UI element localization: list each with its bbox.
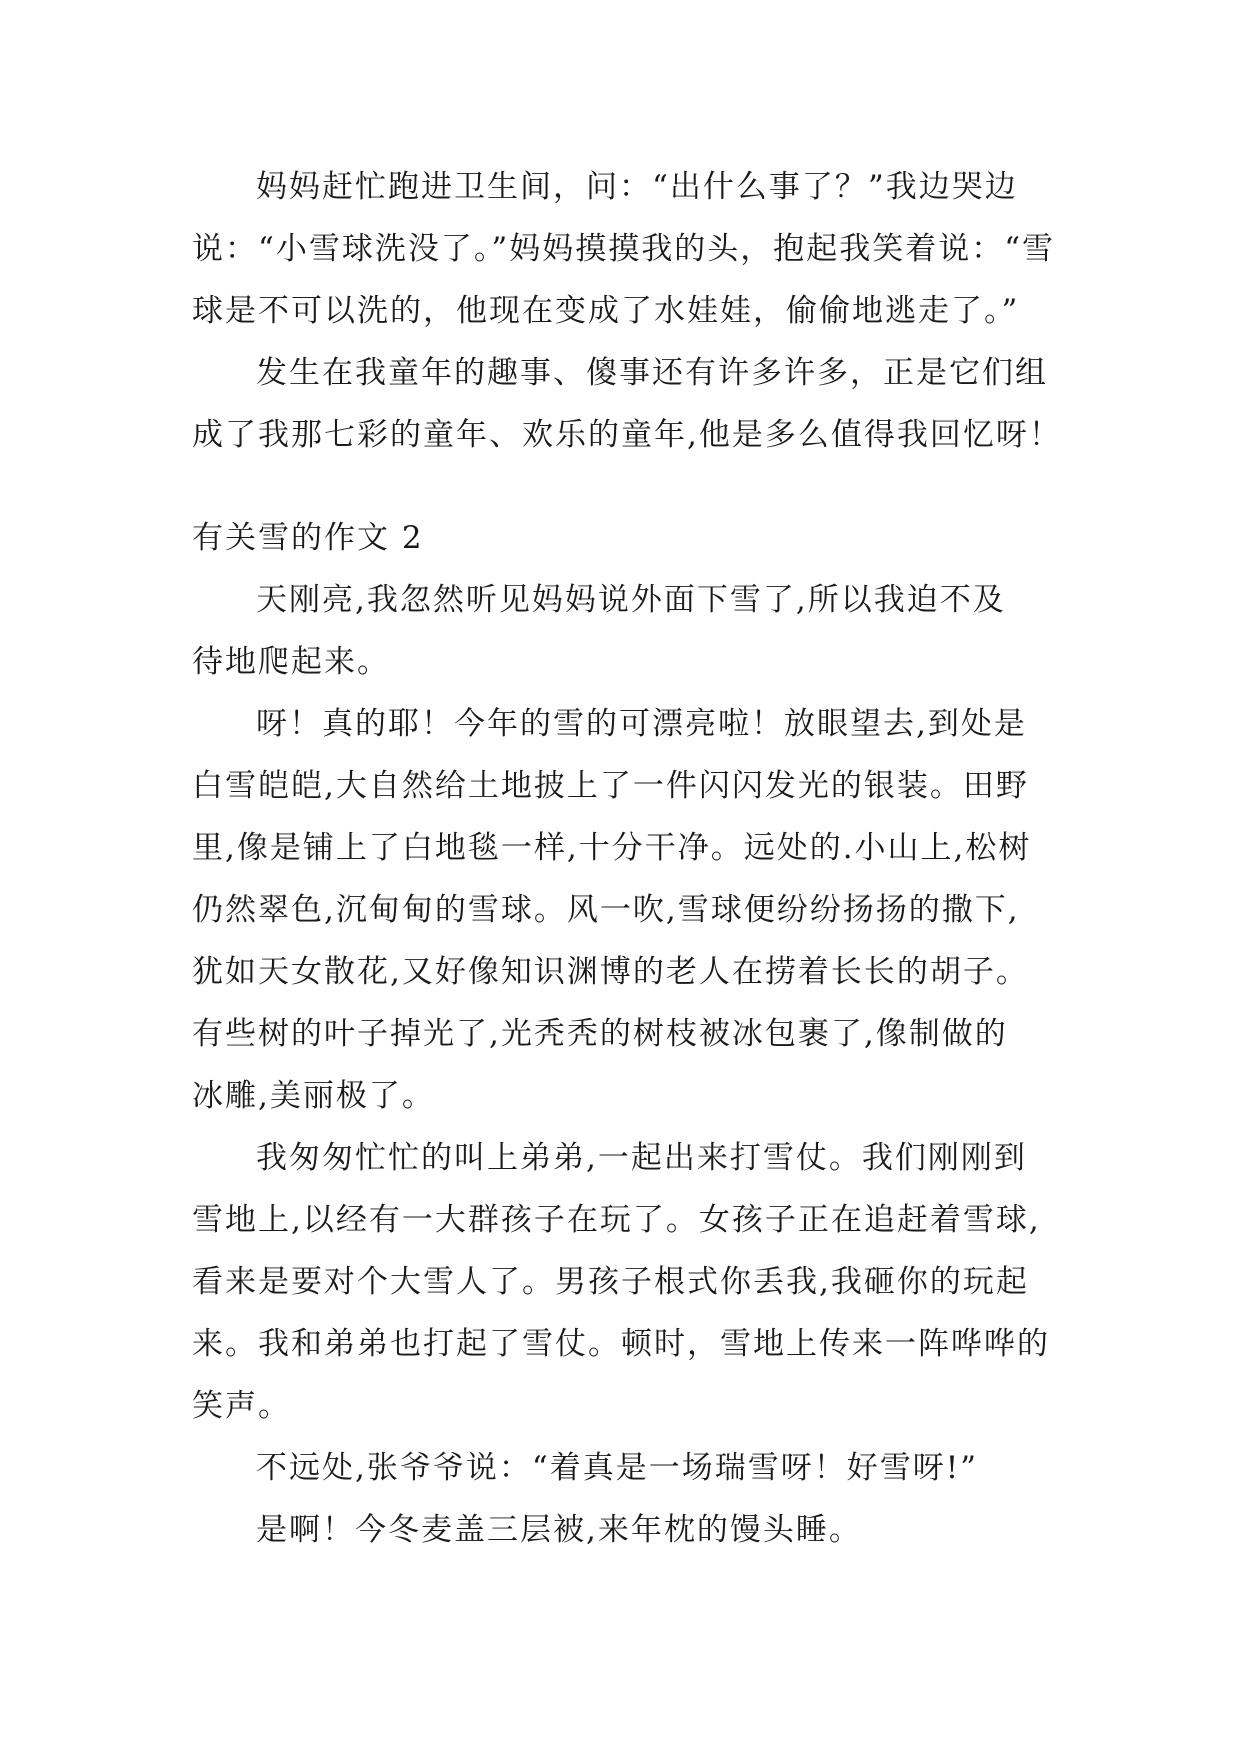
text-line: 发生在我童年的趣事、傻事还有许多许多，正是它们组 <box>256 355 1048 391</box>
text-line: 仍然翠色,沉甸甸的雪球。风一吹,雪球便纷纷扬扬的撒下, <box>192 892 1020 928</box>
text-line: 球是不可以洗的，他现在变成了水娃娃，偷偷地逃走了。” <box>192 293 1020 329</box>
text-line: 待地爬起来。 <box>192 644 390 680</box>
text-line: 笑声。 <box>192 1388 291 1424</box>
text-line: 犹如天女散花,又好像知识渊博的老人在捞着长长的胡子。 <box>192 954 1029 990</box>
text-line: 成了我那七彩的童年、欢乐的童年,他是多么值得我回忆呀！ <box>192 417 1062 453</box>
text-line: 妈妈赶忙跑进卫生间，问：“出什么事了？”我边哭边 <box>256 169 1018 205</box>
text-line: 雪地上,以经有一大群孩子在玩了。女孩子正在追赶着雪球, <box>192 1202 1041 1238</box>
text-line: 白雪皑皑,大自然给土地披上了一件闪闪发光的银装。田野 <box>192 768 1029 804</box>
text-line: 我匆匆忙忙的叫上弟弟,一起出来打雪仗。我们刚刚到 <box>256 1140 1027 1176</box>
text-line: 不远处,张爷爷说：“着真是一场瑞雪呀！好雪呀!” <box>256 1450 979 1486</box>
text-line: 里,像是铺上了白地毯一样,十分干净。远处的.小山上,松树 <box>192 830 1032 866</box>
text-line: 冰雕,美丽极了。 <box>192 1078 435 1114</box>
text-line: 来。我和弟弟也打起了雪仗。顿时，雪地上传来一阵哗哗的 <box>192 1326 1050 1362</box>
text-line: 呀！真的耶！今年的雪的可漂亮啦！放眼望去,到处是 <box>256 706 1027 742</box>
section-heading: 有关雪的作文 2 <box>192 520 424 556</box>
text-line: 有些树的叶子掉光了,光秃秃的树枝被冰包裹了,像制做的 <box>192 1016 1008 1052</box>
text-line: 看来是要对个大雪人了。男孩子根式你丢我,我砸你的玩起 <box>192 1264 1029 1300</box>
text-line: 天刚亮,我忽然听见妈妈说外面下雪了,所以我迫不及 <box>256 582 1006 618</box>
text-line: 是啊！今冬麦盖三层被,来年枕的馒头睡。 <box>256 1512 862 1548</box>
text-line: 说：“小雪球洗没了。”妈妈摸摸我的头，抱起我笑着说：“雪 <box>192 231 1056 267</box>
